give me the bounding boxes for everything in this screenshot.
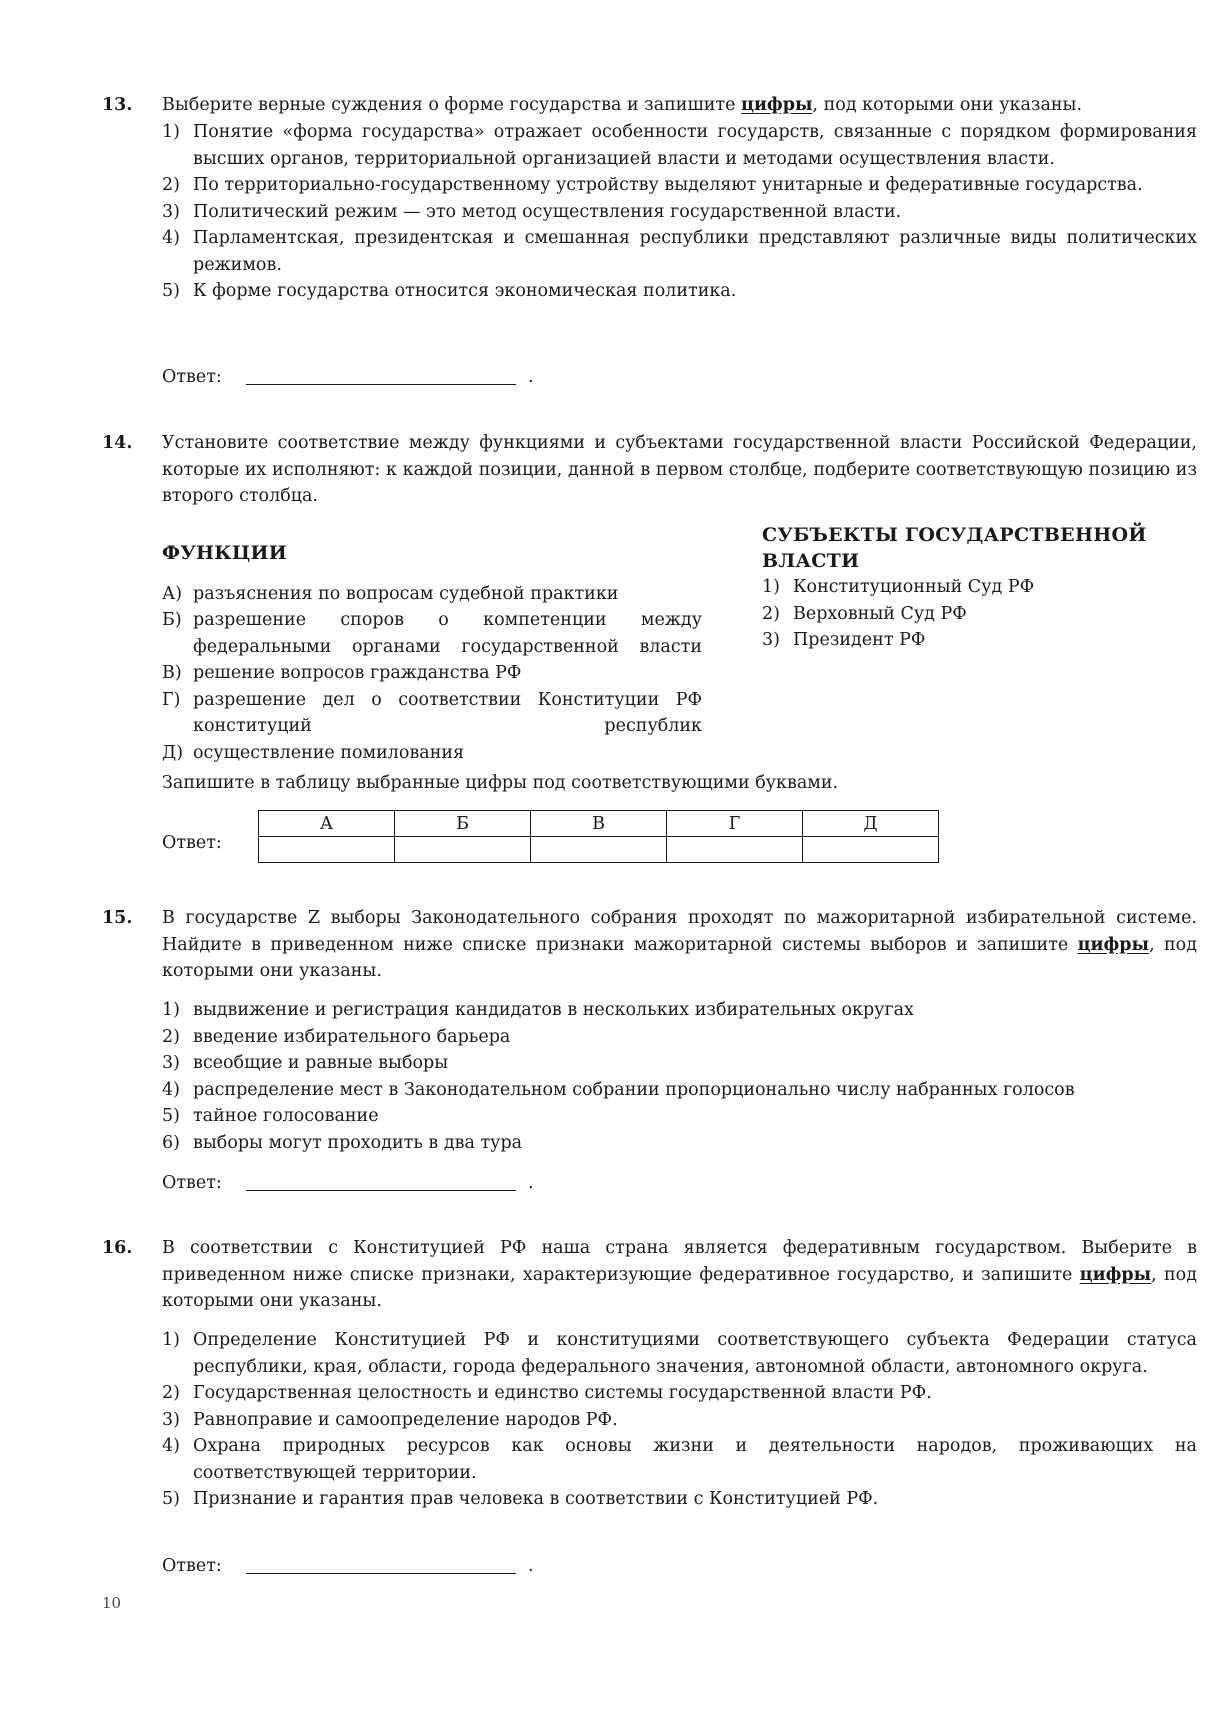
option-item [162,119,1197,172]
function-letter: Б) [162,610,182,630]
task-text-part: Выберите верные суждения о форме государства и запишите [162,95,742,115]
task-text [162,905,1197,985]
option-item [162,1380,1197,1407]
task-text: Установите соответствие между функциями и субъектами государственной власти Российской Федерации, которые их исполняют: к каждой позиции, данной в первом столбце, подберите соответствующую позицию из второго столбца. [162,433,1197,506]
answer-label: Ответ: [162,367,222,387]
task-number: 13. [102,95,133,115]
page-number: 10 [102,1594,122,1612]
answer-label: Ответ: [162,1556,222,1576]
option-text: Признание и гарантия прав человека в соответствии с Конституцией РФ. [193,1489,879,1509]
option-number: 5) [162,1489,180,1509]
answer-table [258,810,939,863]
function-letter: В) [162,663,182,683]
answer-table-input-row [259,837,939,863]
subject-text: Верховный Суд РФ [793,603,967,624]
subject-number: 2) [762,603,780,624]
option-number: 2) [162,175,180,195]
function-text: разрешение дел о соответствии Конституции РФ конституций республик [193,689,702,736]
option-number: 4) [162,1079,180,1100]
option-number: 2) [162,1383,180,1403]
answer-cell[interactable] [259,837,395,863]
answer-line[interactable] [246,384,516,385]
option-text: распределение мест в Законодательном собрании пропорционально числу набранных голосов [193,1079,1075,1100]
emphasis-word: цифры [1079,1264,1152,1285]
option-item [162,199,1197,226]
function-text: разрешение споров о компетенции между федеральными органами государственной власти [193,610,702,657]
options-list [162,1327,1197,1513]
task-number: 14. [102,433,133,453]
answer-table-header-cell: Б [395,811,531,837]
option-text: выдвижение и регистрация кандидатов в нескольких избирательных округах [193,1000,914,1020]
answer-dot: . [528,1556,534,1576]
option-item [162,172,1197,199]
function-letter: Д) [162,742,184,763]
task-text [162,1235,1197,1315]
answer-line[interactable] [246,1190,516,1191]
subject-number: 1) [762,577,780,597]
subject-item [762,574,1192,601]
option-number: 1) [162,1000,180,1020]
option-item [162,1024,1197,1051]
option-item [162,278,1197,305]
subject-item [762,601,1192,628]
table-instruction: Запишите в таблицу выбранные цифры под соответствующими буквами. [162,773,839,793]
emphasis-word: цифры [741,95,813,115]
option-text: Охрана природных ресурсов как основы жизни и деятельности народов, проживающих на соответствующей территории. [193,1436,1197,1483]
option-number: 1) [162,1330,180,1350]
option-item [162,1130,1197,1157]
option-text: Политический режим — это метод осуществления государственной власти. [193,201,902,222]
subject-text: Президент РФ [793,630,926,650]
option-item [162,1050,1197,1077]
option-item [162,1486,1197,1513]
option-item [162,225,1197,278]
subjects-header: СУБЪЕКТЫ ГОСУДАРСТВЕННОЙ ВЛАСТИ [762,524,1147,572]
answer-line[interactable] [246,1573,516,1574]
option-text: тайное голосование [193,1106,379,1126]
function-letter: Г) [162,689,181,710]
option-text: Понятие «форма государства» отражает особенности государств, связанные с порядком формирования высших органов, территориальной организацией власти и методами осуществления власти. [193,122,1197,169]
option-number: 5) [162,1106,180,1126]
function-text: решение вопросов гражданства РФ [193,663,522,683]
answer-label: Ответ: [162,833,222,853]
task-number: 16. [102,1238,133,1258]
option-number: 3) [162,201,180,222]
function-item [162,740,702,767]
option-item [162,1433,1197,1486]
task-text-part: В соответствии с Конституцией РФ наша страна является федеративным государством. Выберите в приведенном ниже списке признаки, характеризующие федеративное государство, и запишите [162,1238,1197,1285]
answer-dot: . [528,367,534,387]
function-letter: А) [162,583,183,604]
task-text [162,92,1197,119]
subject-item [762,627,1192,654]
function-text: разъяснения по вопросам судебной практики [193,583,619,604]
answer-table-header-cell: А [259,811,395,837]
option-item [162,997,1197,1024]
option-item [162,1103,1197,1130]
option-number: 1) [162,122,180,142]
option-number: 3) [162,1409,180,1430]
option-number: 4) [162,1436,180,1456]
option-number: 4) [162,228,180,248]
function-item [162,660,702,687]
functions-header: ФУНКЦИИ [162,542,288,564]
answer-dot: . [528,1173,534,1193]
option-number: 5) [162,281,180,301]
task-number: 15. [102,908,133,928]
function-item [162,607,702,660]
answer-table-header-row [259,811,939,837]
option-text: По территориально-государственному устройству выделяют унитарные и федеративные государства. [193,175,1143,195]
functions-column [162,540,702,766]
option-text: всеобщие и равные выборы [193,1053,449,1073]
emphasis-word: цифры [1077,934,1150,955]
options-list [162,119,1197,305]
answer-cell[interactable] [395,837,531,863]
subject-number: 3) [762,630,780,650]
option-text: Парламентская, президентская и смешанная республики представляют различные виды политических режимов. [193,228,1197,275]
task-text-part: , под которыми они указаны. [162,1264,1197,1311]
subjects-column [762,522,1192,654]
option-number: 6) [162,1132,180,1153]
option-text: Государственная целостность и единство системы государственной власти РФ. [193,1383,932,1403]
function-item [162,581,702,608]
option-text: Равноправие и самоопределение народов РФ. [193,1409,618,1430]
function-text: осуществление помилования [193,742,465,763]
task-text-part: , под которыми они указаны. [812,95,1083,115]
function-item [162,687,702,740]
answer-table-header-cell: Д [803,811,939,837]
option-item [162,1407,1197,1434]
answer-cell[interactable] [531,837,667,863]
option-item [162,1077,1197,1104]
subject-text: Конституционный Суд РФ [793,577,1035,597]
options-list [162,997,1197,1156]
answer-label: Ответ: [162,1173,222,1193]
task-text-part: В государстве Z выборы Законодательного собрания проходят по мажоритарной избирательной системе. Найдите в приведенном ниже списке признаки мажоритарной системы выборов и запишите [162,908,1197,955]
option-text: выборы могут проходить в два тура [193,1132,523,1153]
option-number: 2) [162,1026,180,1047]
option-text: К форме государства относится экономическая политика. [193,281,737,301]
option-item [162,1327,1197,1380]
answer-table-header-cell: В [531,811,667,837]
task-text-part: , под которыми они указаны. [162,934,1197,981]
option-text: Определение Конституцией РФ и конституциями соответствующего субъекта Федерации статуса республики, края, области, города федерального значения, автономной области, автономного округа. [193,1330,1197,1377]
answer-table-header-cell: Г [667,811,803,837]
answer-cell[interactable] [803,837,939,863]
option-text: введение избирательного барьера [193,1026,511,1047]
option-number: 3) [162,1053,180,1073]
answer-cell[interactable] [667,837,803,863]
